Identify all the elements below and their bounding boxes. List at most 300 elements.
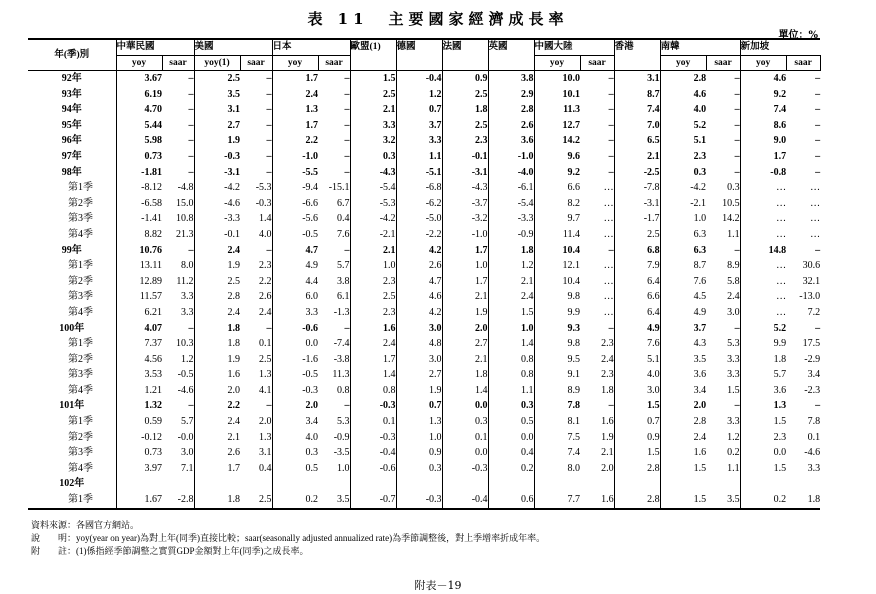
table-cell: 6.1 [318,289,350,305]
table-cell: -0.5 [302,228,319,240]
sub-header: yoy [660,56,706,71]
table-cell: 2.1 [488,274,534,290]
table-cell: -6.6 [302,197,319,209]
table-cell: 2.3 [693,150,707,162]
table-row [28,289,820,305]
table-cell: 0.3 [442,414,488,430]
country-header: 中國大陸 [534,39,614,56]
sub-header: saar [580,56,614,71]
table-cell: … [580,258,614,274]
table-cell: 7.0 [614,118,660,134]
table-cell: … [580,180,614,196]
table-cell: 0.9 [614,430,660,446]
table-cell: 1.6 [580,492,614,509]
table-cell: – [706,243,740,259]
table-cell: 6.8 [614,243,660,259]
table-cell: 1.7 [773,150,787,162]
table-cell: 3.4 [693,384,707,396]
table-cell: – [240,133,272,149]
table-cell: -1.81 [141,166,162,178]
table-cell [396,476,442,492]
sub-header: yoy [116,56,162,71]
table-cell: 1.7 [227,462,241,474]
table-cell: 3.5 [318,492,350,509]
table-cell: – [580,71,614,87]
country-header: 新加坡 [740,39,820,56]
table-cell: 2.1 [580,445,614,461]
table-cell: -0.4 [396,71,442,87]
table-cell: 7.4 [567,447,581,459]
table-cell: 2.6 [227,447,241,459]
table-cell: 4.0 [305,431,319,443]
table-cell: 2.3 [240,258,272,274]
row-label: 102年 [28,476,116,492]
table-cell: 8.7 [693,260,707,272]
table-cell: -2.1 [690,197,707,209]
table-cell: – [162,398,194,414]
table-cell: 2.1 [442,289,488,305]
table-cell: 3.97 [144,462,162,474]
table-cell: – [580,165,614,181]
table-cell: – [240,149,272,165]
table-cell: 1.1 [706,227,740,243]
row-label: 第2季 [28,430,116,446]
table-cell: 0.2 [740,492,786,509]
table-cell: 11.57 [139,291,162,303]
country-header: 歐盟(1) [350,39,396,56]
table-cell: … [776,291,787,303]
table-cell: 0.0 [442,445,488,461]
table-cell: – [580,102,614,118]
table-row [28,430,820,446]
table-cell [442,476,488,492]
table-cell [740,476,786,492]
table-row [28,383,820,399]
table-cell: 8.0 [567,462,581,474]
table-cell: 0.6 [488,492,534,509]
table-row [28,274,820,290]
table-cell: 0.1 [807,431,821,443]
table-cell: 1.9 [442,305,488,321]
table-cell: … [776,182,787,194]
sub-header: saar [162,56,194,71]
table-cell: 2.2 [305,135,319,147]
table-cell: 2.8 [614,492,660,509]
table-cell: -7.8 [614,180,660,196]
table-cell: -4.8 [162,180,194,196]
table-cell: 8.2 [567,197,581,209]
table-cell: -0.9 [488,227,534,243]
table-cell: 3.3 [706,367,740,383]
table-cell: -0.3 [442,461,488,477]
table-cell: -3.5 [318,445,350,461]
table-cell [534,476,580,492]
table-cell: 4.6 [396,289,442,305]
table-cell: 3.1 [614,71,660,87]
table-cell: -3.3 [488,211,534,227]
table-cell: 2.6 [488,118,534,134]
table-cell: 1.6 [227,369,241,381]
table-cell: 7.1 [162,461,194,477]
table-cell: 0.4 [488,445,534,461]
table-cell: 9.9 [773,338,787,350]
table-cell: 0.3 [488,398,534,414]
table-cell: 9.3 [567,322,581,334]
table-cell: 2.8 [488,102,534,118]
row-label: 第3季 [28,367,116,383]
table-cell: … [776,213,787,225]
sub-header: saar [706,56,740,71]
table-cell: 1.2 [488,258,534,274]
table-row [28,445,820,461]
table-cell: … [580,305,614,321]
sub-header: saar [318,56,350,71]
table-cell: 2.4 [706,289,740,305]
table-cell: 11.2 [162,274,194,290]
table-cell: 0.8 [318,383,350,399]
table-cell: -4.0 [488,165,534,181]
table-cell: 7.9 [614,258,660,274]
table-cell: – [240,71,272,87]
sub-header: yoy [534,56,580,71]
country-header: 法國 [442,39,488,56]
table-cell: 2.0 [442,321,488,337]
table-cell: -0.4 [442,492,488,509]
table-cell: … [580,274,614,290]
table-cell [240,476,272,492]
table-cell: 10.76 [139,244,162,256]
table-cell: 2.4 [227,244,241,256]
table-cell: – [162,149,194,165]
table-cell: – [240,243,272,259]
table-cell: 14.2 [706,211,740,227]
table-cell: 4.8 [396,336,442,352]
table-cell: 0.7 [614,414,660,430]
table-cell: 3.3 [396,133,442,149]
table-cell: 8.9 [567,384,581,396]
table-cell: -3.7 [442,196,488,212]
table-cell: – [240,165,272,181]
row-label: 92年 [28,71,116,87]
table-cell: 4.4 [305,275,319,287]
table-cell: 2.0 [240,414,272,430]
table-cell: 2.3 [442,133,488,149]
table-cell: 1.2 [706,430,740,446]
table-cell: -5.3 [350,196,396,212]
table-cell: 1.5 [488,305,534,321]
table-cell: – [318,133,350,149]
row-label: 97年 [28,149,116,165]
table-cell: 0.9 [442,71,488,87]
table-cell: 4.6 [773,73,787,84]
table-cell: 3.0 [614,383,660,399]
table-cell: 2.1 [442,352,488,368]
table-cell: -0.3 [224,150,241,162]
table-cell: -2.1 [350,227,396,243]
table-cell: 2.0 [580,461,614,477]
row-label: 94年 [28,102,116,118]
table-cell: 6.3 [693,228,707,240]
table-cell: -8.12 [141,182,162,194]
table-cell: 2.5 [240,492,272,509]
table-cell: – [815,322,821,334]
table-cell: 2.5 [442,87,488,103]
row-label: 第2季 [28,196,116,212]
table-cell: 0.0 [305,338,319,350]
table-cell: 0.1 [350,414,396,430]
row-label: 98年 [28,165,116,181]
table-cell: 0.7 [396,398,442,414]
table-cell: 2.5 [227,73,241,84]
table-row [28,102,820,118]
table-cell: -9.4 [302,182,319,194]
source-note: 資料來源：各國官方網站。 [31,520,140,530]
table-cell: 1.5 [614,398,660,414]
table-row [28,71,820,87]
table-cell: -3.3 [224,213,241,225]
table-cell: 0.3 [396,461,442,477]
table-cell: 2.3 [350,305,396,321]
table-row [28,243,820,259]
table-cell: – [815,244,821,256]
table-cell: 5.1 [614,352,660,368]
table-row [28,336,820,352]
table-cell: 1.1 [706,461,740,477]
table-cell: … [580,211,614,227]
table-cell: – [706,149,740,165]
table-cell [272,476,318,492]
table-cell: 4.5 [693,291,707,303]
table-cell: 1.2 [162,352,194,368]
table-cell: -1.6 [302,353,319,365]
table-cell: -5.3 [240,180,272,196]
table-cell [580,476,614,492]
table-cell: 1.67 [116,492,162,509]
table-cell: 5.1 [693,135,707,147]
table-cell: – [815,135,821,147]
table-cell: 2.5 [614,227,660,243]
table-cell: -0.3 [350,398,396,414]
sub-header: saar [786,56,820,71]
table-cell: 1.5 [693,462,707,474]
table-cell: 12.7 [562,119,581,131]
table-cell: 2.3 [580,336,614,352]
table-cell: 3.3 [706,352,740,368]
table-cell: 1.3 [773,400,787,412]
country-header: 日本 [272,39,350,56]
table-cell: -3.8 [318,352,350,368]
table-row [28,87,820,103]
table-cell: 1.8 [773,353,787,365]
table-cell: – [162,243,194,259]
table-cell: 4.3 [693,338,707,350]
table-cell: 3.6 [693,369,707,381]
table-cell: -4.3 [442,180,488,196]
table-cell: 2.0 [227,384,241,396]
table-row [28,476,820,492]
table-cell: – [580,398,614,414]
table-cell: 1.0 [442,258,488,274]
table-cell: 6.19 [144,88,162,100]
table-cell: 2.2 [227,400,241,412]
table-cell: 1.32 [144,400,162,412]
table-cell: 2.8 [693,416,707,428]
table-cell: – [580,321,614,337]
row-label: 101年 [28,398,116,414]
table-cell: 6.3 [693,244,707,256]
table-cell: 2.2 [240,274,272,290]
row-label: 第4季 [28,227,116,243]
table-cell: 1.0 [318,461,350,477]
table-row [28,180,820,196]
table-cell: 4.07 [144,322,162,334]
table-cell: 9.2 [773,88,787,100]
row-label: 第1季 [28,492,116,509]
table-cell: 4.0 [240,227,272,243]
table-cell: 9.6 [567,150,581,162]
table-cell [162,476,194,492]
table-cell: 0.4 [318,211,350,227]
table-row [28,305,820,321]
table-cell: 2.1 [350,243,396,259]
row-label: 96年 [28,133,116,149]
table-cell: … [580,196,614,212]
table-cell: -0.6 [302,322,319,334]
table-cell: 2.6 [240,289,272,305]
table-cell: 7.8 [807,416,821,428]
table-cell: 6.21 [144,306,162,318]
table-cell: 2.5 [350,289,396,305]
table-cell: 4.7 [305,244,319,256]
table-cell: -4.6 [804,447,821,459]
table-cell: 2.6 [396,258,442,274]
notes [31,519,545,558]
table-cell: 1.2 [396,87,442,103]
table-cell: 1.8 [786,492,820,509]
table-cell: 13.11 [139,260,162,272]
table-cell: -5.0 [396,211,442,227]
table-cell: -4.2 [224,182,241,194]
table-cell: -5.1 [396,165,442,181]
table-cell: … [776,260,787,272]
row-label: 第3季 [28,289,116,305]
table-cell: 2.0 [693,400,707,412]
table-cell: – [240,398,272,414]
table-cell: 1.8 [227,338,241,350]
country-header: 英國 [488,39,534,56]
table-cell: 4.70 [144,104,162,116]
table-cell: 0.1 [442,430,488,446]
table-cell: – [580,243,614,259]
table-cell: – [240,102,272,118]
table-cell: 1.4 [350,367,396,383]
table-cell: 9.9 [567,306,581,318]
table-cell: 2.4 [580,352,614,368]
table-cell: -6.8 [396,180,442,196]
table-cell: 1.8 [442,367,488,383]
table-cell: 8.9 [706,258,740,274]
table-cell: 2.4 [488,289,534,305]
table-cell: 10.8 [162,211,194,227]
table-cell: 0.3 [693,166,707,178]
table-cell: – [580,118,614,134]
table-cell: – [162,71,194,87]
table-cell: -0.6 [350,461,396,477]
table-cell: 9.8 [567,338,581,350]
table-cell: 2.4 [350,336,396,352]
table-cell: 2.3 [350,274,396,290]
table-cell: 3.0 [396,352,442,368]
table-cell: 10.4 [562,275,581,287]
table-cell: 3.3 [807,462,821,474]
table-cell: -0.3 [240,196,272,212]
table-cell: 2.0 [305,400,319,412]
table-cell: 1.9 [396,383,442,399]
table-cell: 1.7 [442,274,488,290]
table-cell: 14.8 [768,244,787,256]
table-cell: 1.5 [773,462,787,474]
table-row [28,321,820,337]
table-cell: 4.0 [693,104,707,116]
table-cell: 0.0 [442,398,488,414]
table-row [28,149,820,165]
table-cell: – [815,400,821,412]
row-label: 95年 [28,118,116,134]
table-cell: 1.0 [396,430,442,446]
table-cell: 1.7 [305,119,319,131]
table-cell: … [776,228,787,240]
row-label: 第4季 [28,305,116,321]
table-cell: -0.5 [162,367,194,383]
row-label: 99年 [28,243,116,259]
table-row [28,461,820,477]
table-cell: -4.2 [350,211,396,227]
table-cell: 5.7 [318,258,350,274]
table-cell: 30.6 [802,260,821,272]
table-cell: 7.7 [534,492,580,509]
table-cell: – [318,149,350,165]
unit-label: 單位：% [778,30,818,41]
table-cell: 2.8 [614,461,660,477]
table-cell: 1.3 [305,104,319,116]
row-label: 第1季 [28,258,116,274]
table-cell: 1.4 [488,336,534,352]
table-row [28,398,820,414]
table-cell: 1.7 [442,243,488,259]
table-cell: 0.8 [488,367,534,383]
table-cell: – [706,133,740,149]
table-cell [706,476,740,492]
table-cell: 2.1 [350,102,396,118]
table-cell: -1.7 [614,211,660,227]
table-cell: 10.4 [562,244,581,256]
table-cell: … [810,182,821,194]
table-cell: – [815,150,821,162]
table-cell: 0.3 [305,447,319,459]
table-cell: 10.0 [562,73,581,84]
table-cell: 2.3 [580,367,614,383]
table-cell: 3.6 [773,384,787,396]
sub-header: saar [240,56,272,71]
table-cell: -0.9 [318,430,350,446]
table-cell: 10.3 [162,336,194,352]
table-cell: -3.2 [442,211,488,227]
country-header: 南韓 [660,39,740,56]
table-title: 表 11 主要國家經濟成長率 [307,10,569,28]
table-cell: – [162,118,194,134]
table-cell: 4.2 [396,305,442,321]
table-cell: 1.9 [227,353,241,365]
